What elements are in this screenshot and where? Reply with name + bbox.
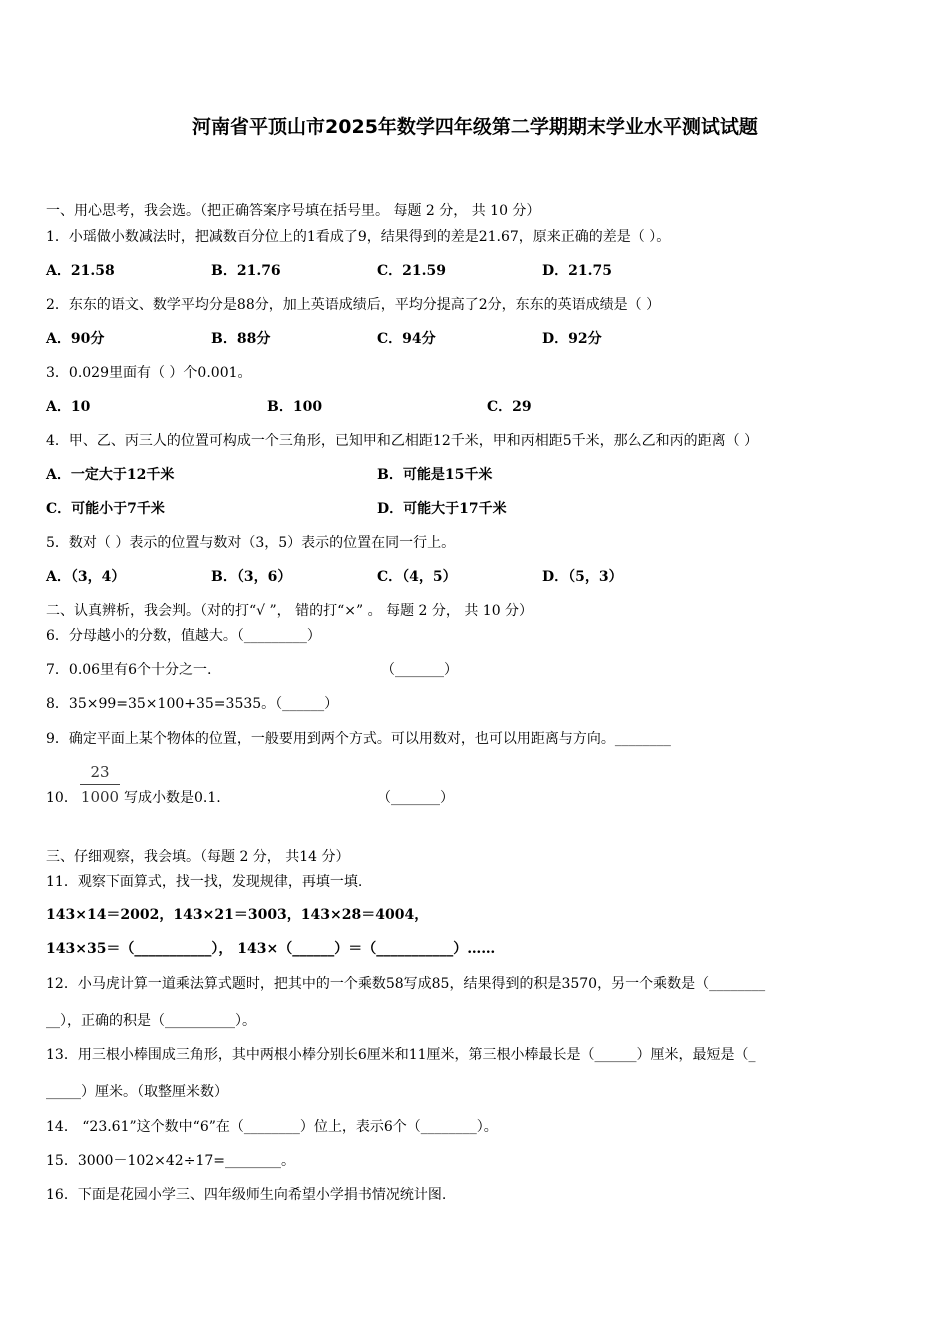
- question-6: 6．分母越小的分数，值越大。（_________）: [46, 628, 321, 644]
- fraction-numerator: 23: [90, 763, 110, 781]
- q1-option-d: D．21.75: [542, 263, 612, 279]
- q2-option-d: D．92分: [542, 331, 602, 347]
- q1-option-a: A．21.58: [46, 263, 115, 279]
- q4-option-b: B．可能是15千米: [377, 467, 493, 483]
- question-7: 7．0.06里有6个十分之一.: [46, 662, 212, 678]
- q5-option-d: D．（5，3）: [542, 569, 623, 585]
- q5-option-a: A．（3，4）: [46, 569, 126, 585]
- question-10-number: 10．: [46, 790, 78, 806]
- fraction-denominator: 1000: [80, 788, 120, 806]
- q3-option-b: B．100: [267, 399, 323, 415]
- question-9: 9．确定平面上某个物体的位置，一般要用到两个方式。可以用数对，也可以用距离与方向。________: [46, 731, 671, 747]
- q2-option-a: A．90分: [46, 331, 105, 347]
- question-13-line-2: _____）厘米。（取整厘米数）: [46, 1084, 228, 1100]
- question-3: 3．0.029里面有（ ）个0.001。: [46, 365, 252, 381]
- question-4: 4．甲、乙、丙三人的位置可构成一个三角形，已知甲和乙相距12千米，甲和丙相距5千米，那么乙和丙的距离（ ）: [46, 433, 759, 449]
- question-11-pattern: 143×14＝2002，143×21＝3003，143×28＝4004，: [46, 907, 429, 923]
- q4-option-d: D．可能大于17千米: [377, 501, 507, 517]
- q5-option-c: C．（4，5）: [377, 569, 457, 585]
- q4-option-c: C．可能小于7千米: [46, 501, 165, 517]
- question-10-blank: （_______）: [377, 790, 454, 806]
- question-11: 11．观察下面算式，找一找，发现规律，再填一填.: [46, 874, 363, 890]
- question-10-text: 写成小数是0.1.: [124, 790, 221, 806]
- question-12-line-2: __），正确的积是（__________）。: [46, 1013, 256, 1029]
- q2-option-b: B．88分: [211, 331, 271, 347]
- section-1-heading: 一、用心思考，我会选。（把正确答案序号填在括号里。 每题 2 分， 共 10 分）: [46, 203, 541, 219]
- q1-option-c: C．21.59: [377, 263, 446, 279]
- question-7-blank: （_______）: [381, 662, 458, 678]
- fraction-bar: [80, 784, 120, 785]
- question-13-line-1: 13．用三根小棒围成三角形，其中两根小棒分别长6厘米和11厘米，第三根小棒最长是（______）厘米，最短是（_: [46, 1047, 756, 1063]
- q2-option-c: C．94分: [377, 331, 436, 347]
- question-1: 1．小瑶做小数减法时，把减数百分位上的1看成了9，结果得到的差是21.67，原来正确的差是（ ）。: [46, 229, 671, 245]
- question-8: 8．35×99=35×100+35=3535。（______）: [46, 696, 339, 712]
- question-11-fill: 143×35＝（___________）， 143×（______）＝（___________）……: [46, 941, 496, 957]
- q3-option-a: A．10: [46, 399, 91, 415]
- fraction-23-over-1000: [80, 762, 120, 807]
- q4-option-a: A．一定大于12千米: [46, 467, 175, 483]
- q1-option-b: B．21.76: [211, 263, 281, 279]
- section-2-heading: 二、认真辨析，我会判。（对的打“√ ”， 错的打“×” 。 每题 2 分， 共 10 分）: [46, 603, 534, 619]
- section-3-heading: 三、仔细观察，我会填。（每题 2 分， 共14 分）: [46, 849, 350, 865]
- question-16: 16．下面是花园小学三、四年级师生向希望小学捐书情况统计图.: [46, 1187, 447, 1203]
- question-15: 15．3000－102×42÷17=________。: [46, 1153, 295, 1169]
- question-5: 5．数对（ ）表示的位置与数对（3，5）表示的位置在同一行上。: [46, 535, 456, 551]
- page-title: 河南省平顶山市2025年数学四年级第二学期期末学业水平测试试题: [192, 116, 758, 138]
- question-2: 2．东东的语文、数学平均分是88分，加上英语成绩后，平均分提高了2分，东东的英语成绩是（ ）: [46, 297, 661, 313]
- q3-option-c: C．29: [487, 399, 532, 415]
- question-12-line-1: 12．小马虎计算一道乘法算式题时，把其中的一个乘数58写成85，结果得到的积是3570，另一个乘数是（________: [46, 976, 766, 992]
- question-14: 14． “23.61”这个数中“6”在（________）位上，表示6个（________）。: [46, 1119, 498, 1135]
- q5-option-b: B．（3，6）: [211, 569, 292, 585]
